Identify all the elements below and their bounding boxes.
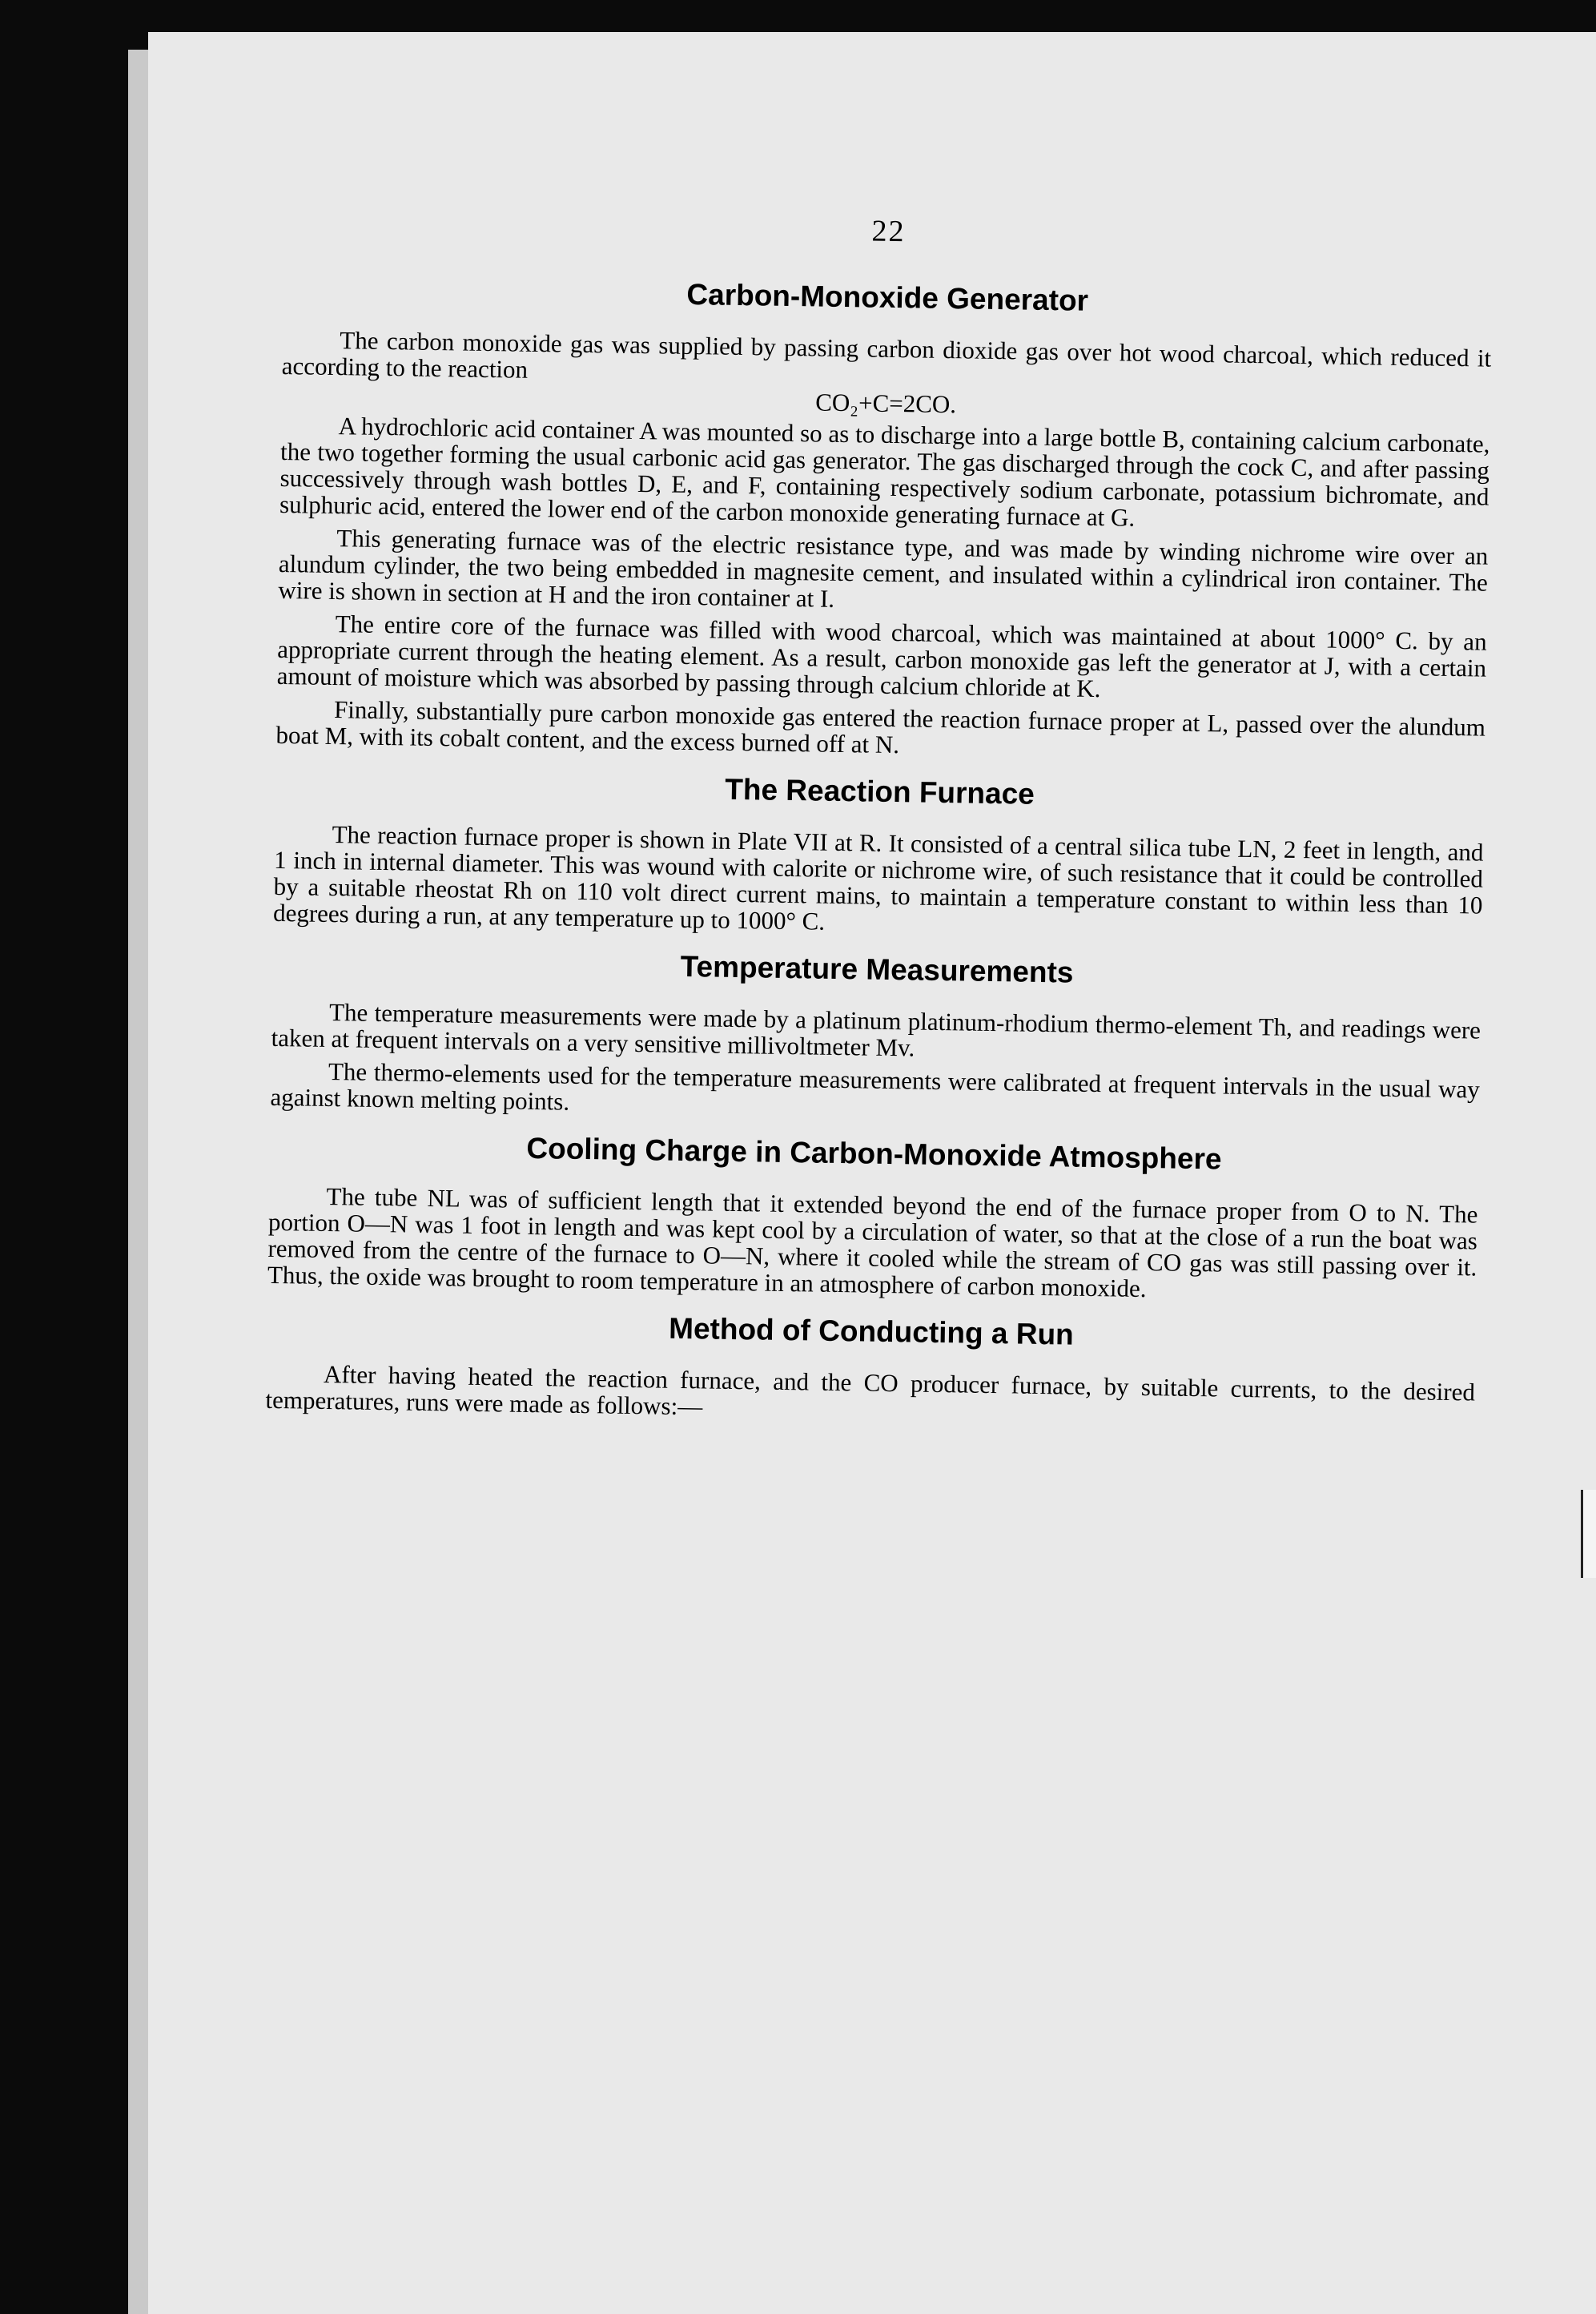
heading-reaction-furnace: The Reaction Furnace — [725, 772, 1035, 811]
page-content — [265, 204, 1493, 1439]
paragraph: The thermo-elements used for the temperature measurements were calibrated at frequent intervals in the usual way against known melting points. — [270, 1056, 1481, 1116]
paragraph: The tube NL was of sufficient length that it extended beyond the end of the furnace proper from O to N. The portion O—N was 1 foot in length and was kept cool by a circulation of water, so that at the close of a run the boat was removed from the centre of the furnace to O—N, where it cooled while the stream of CO gas was still passing over it. Thus, the oxide was brought to room temperature in an atmosphere of carbon monoxide. — [267, 1181, 1478, 1303]
page-number: 22 — [871, 214, 906, 249]
paragraph: The entire core of the furnace was filled with wood charcoal, which was maintained at about 1000° C. by an appropriate current through the heating element. As a result, carbon monoxide gas left the generator at J, with a certain amount of moisture which was absorbed by passing through calcium chloride at K. — [276, 610, 1487, 703]
paragraph: This generating furnace was of the electric resistance type, and was made by winding nichrome wire over an alundum cylinder, the two being embedded in magnesite cement, and insulated within a cylindrical iron container. The wire is shown in section at H and the iron container at I. — [278, 524, 1489, 613]
paragraph: A hydrochloric acid container A was mounted so as to discharge into a large bottle B, containing calcium carbonate, the two together forming the usual carbonic acid gas generator. The gas discharged through the cock C, and after passing successively through wash bottles D, E, and F, containing respectively sodium carbonate, potassium bichromate, and sulphuric acid, entered the lower end of the carbon monoxide generating furnace at G. — [279, 412, 1490, 532]
paragraph: Finally, substantially pure carbon monoxide gas entered the reaction furnace proper at L, passed over the alundum boat M, with its cobalt content, and the excess burned off at N. — [275, 695, 1486, 759]
heading-cooling-charge: Cooling Charge in Carbon-Monoxide Atmosphere — [526, 1131, 1222, 1176]
page-edge-tab — [1581, 1490, 1596, 1578]
paragraph: The temperature measurements were made by a platinum platinum-rhodium thermo-element Th, and readings were taken at frequent intervals on a very sensitive millivoltmeter Mv. — [271, 998, 1481, 1062]
heading-temperature-measurements: Temperature Measurements — [680, 949, 1074, 989]
paragraph: The carbon monoxide gas was supplied by passing carbon dioxide gas over hot wood charcoal, which reduced it according to the reaction — [281, 326, 1492, 384]
heading-method-of-conducting-run: Method of Conducting a Run — [668, 1311, 1075, 1351]
paragraph: After having heated the reaction furnace, and the CO producer furnace, by suitable currents, to the desired temperatures, runs were made as follows:— — [265, 1359, 1476, 1421]
paragraph: The reaction furnace proper is shown in Plate VII at R. It consisted of a central silica tube LN, 2 feet in length, and 1 inch in internal diameter. This was wound with calorite or nichrome wire, of such resistance that it could be controlled by a suitable rheostat Rh on 110 volt direct current mains, to maintain a temperature constant to within less than 10 degrees during a run, at any temperature up to 1000° C. — [272, 820, 1484, 936]
reaction-formula: CO₂+C=2CO. — [815, 388, 957, 419]
heading-carbon-monoxide-generator: Carbon-Monoxide Generator — [686, 277, 1089, 317]
